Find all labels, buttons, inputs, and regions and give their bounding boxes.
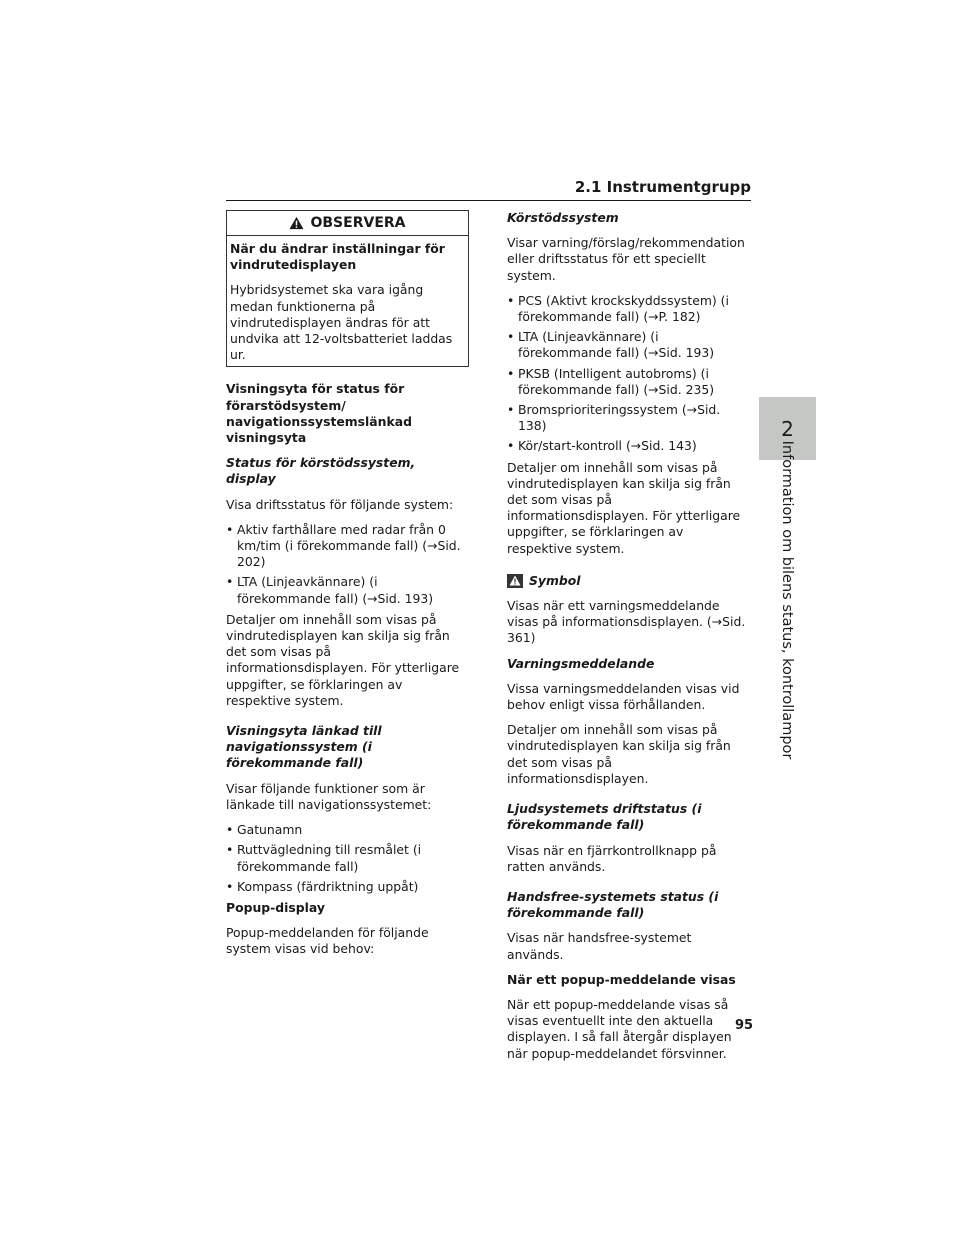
list-item: • Kompass (färdriktning uppåt): [226, 879, 469, 895]
list-item: • LTA (Linjeavkännare) (i förekommande fall) (→Sid. 193): [226, 574, 469, 606]
right-column: [507, 210, 754, 1071]
chapter-title-vertical: Information om bilens status, kontrollampor: [779, 440, 795, 760]
warning-triangle-icon: [289, 216, 304, 230]
chapter-number: 2: [781, 416, 794, 441]
paragraph: Visas när ett varningsmeddelande visas på informationsdisplayen. (→Sid. 361): [507, 598, 746, 646]
paragraph: Popup-meddelanden för följande system visas vid behov:: [226, 925, 429, 957]
paragraph: Visas när en fjärrkontrollknapp på ratten används.: [507, 842, 717, 874]
left-column: [226, 210, 469, 967]
list-item: • Ruttvägledning till resmålet (i förekommande fall): [226, 842, 469, 874]
section-heading: Visningsyta för status för förarstödsystem/ navigationssystemslänkad visningsyta: [226, 381, 412, 446]
list-item: • Bromsprioriteringssystem (→Sid. 138): [507, 402, 750, 434]
symbol-title: Symbol: [529, 572, 581, 588]
list-item: • PKSB (Intelligent autobroms) (i förekommande fall) (→Sid. 235): [507, 366, 750, 398]
notice-text: Hybridsystemet ska vara igång medan funktionerna på vindrutedisplayen ändras för att undvika att 12-voltsbatteriet laddas ur.: [230, 282, 453, 363]
paragraph: Detaljer om innehåll som visas på vindrutedisplayen kan skilja sig från det som visas på informationsdisplayen. För ytterligare uppgifter, se förklaringen av respektive system.: [507, 459, 741, 556]
subsection-heading: Ljudsystemets driftstatus (i förekommande fall): [507, 801, 702, 833]
subsection-heading: Körstödssystem: [507, 210, 619, 225]
paragraph: Visar varning/förslag/rekommendation eller driftsstatus för ett speciellt system.: [507, 235, 745, 283]
bullet-list: [226, 522, 469, 607]
paragraph: Detaljer om innehåll som visas på vindrutedisplayen kan skilja sig från det som visas på informationsdisplayen.: [507, 722, 731, 786]
list-item: • Gatunamn: [226, 822, 469, 838]
paragraph: Detaljer om innehåll som visas på vindrutedisplayen kan skilja sig från det som visas på informationsdisplayen. För ytterligare uppgifter, se förklaringen av respektive system.: [226, 611, 460, 708]
subsection-heading: Varningsmeddelande: [507, 655, 655, 671]
section-heading: När ett popup-meddelande visas: [507, 971, 736, 987]
subsection-heading: Handsfree-systemets status (i förekommande fall): [507, 888, 719, 921]
bullet-list: [226, 822, 469, 895]
paragraph: Visa driftsstatus för följande system:: [226, 496, 454, 512]
page-header: [226, 176, 751, 201]
paragraph: Vissa varningsmeddelanden visas vid behov enligt vissa förhållanden.: [507, 680, 740, 713]
section-title: 2.1 Instrumentgrupp: [574, 178, 751, 196]
page-number: 95: [735, 1018, 754, 1033]
bullet-list: [507, 293, 750, 455]
paragraph: Visas när handsfree-systemet används.: [507, 930, 692, 962]
symbol-heading: [507, 573, 750, 589]
subsection-heading: Visningsyta länkad till navigationssystem (i förekommande fall): [226, 723, 382, 771]
notice-title: OBSERVERA: [310, 214, 406, 231]
section-heading: Popup-display: [226, 899, 325, 915]
list-item: • PCS (Aktivt krockskyddssystem) (i förekommande fall) (→P. 182): [507, 293, 750, 325]
paragraph: När ett popup-meddelande visas så visas eventuellt inte den aktuella displayen. I så fall återgår displayen när popup-meddelandet försvinner.: [507, 996, 732, 1061]
warning-symbol-icon: [507, 574, 523, 588]
paragraph: Visar följande funktioner som är länkade till navigationssystemet:: [226, 780, 432, 812]
notice-box: [226, 210, 469, 367]
notice-body: [227, 236, 468, 366]
list-item: • Kör/start-kontroll (→Sid. 143): [507, 438, 750, 454]
list-item: • Aktiv farthållare med radar från 0 km/tim (i förekommande fall) (→Sid. 202): [226, 522, 469, 571]
notice-header: [227, 211, 468, 236]
notice-heading: När du ändrar inställningar för vindrutedisplayen: [230, 241, 445, 273]
list-item: • LTA (Linjeavkännare) (i förekommande fall) (→Sid. 193): [507, 329, 750, 361]
subsection-heading: Status för körstödssystem, display: [226, 455, 416, 487]
